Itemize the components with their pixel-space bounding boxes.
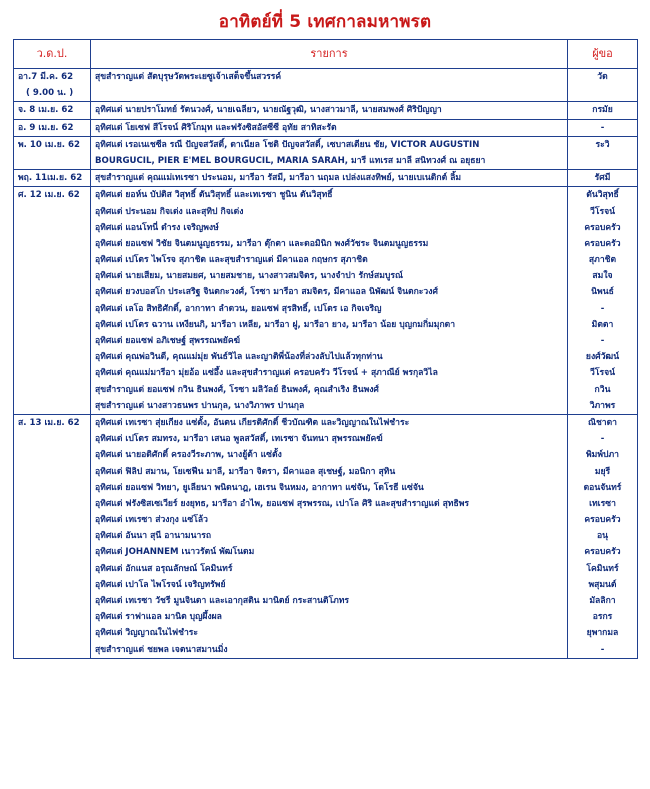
row-date (14, 136, 91, 169)
header-requester: ผู้ขอ (568, 40, 638, 69)
header-date: ว.ด.ป. (14, 40, 91, 69)
date-time-label: ( 9.00 น. ) (26, 88, 74, 99)
requester-name: กวิน (594, 384, 611, 395)
page-title: อาทิตย์ที่ 5 เทศกาลมหาพรต (218, 12, 432, 32)
requester-name: ครอบครัว (584, 222, 621, 233)
date-label: อ. 9 เม.ย. 62 (18, 122, 74, 133)
requester-name: ระวิ (595, 139, 610, 150)
date-label: พ. 10 เม.ย. 62 (18, 139, 80, 150)
header-items: รายการ (91, 40, 568, 69)
intention-item: อุทิศแด่ คุณพ่อวินดี, คุณแม่มุ่ย พันธ์วิไล และญาติพี่น้องที่ล่วงลับไปแล้วทุกท่าน (95, 352, 383, 363)
requester-name: - (600, 122, 605, 133)
requester-name: พิมพ์ปภา (586, 450, 619, 461)
intention-item: อุทิศแด่ ยอแซฟ วิชัย จินตมนูญธรรม, มารีอา ตุ๊กตา และดอมินิก พงศ์วัชระ จินตมนูญธรรม (95, 238, 429, 249)
intention-item: อุทิศแด่ ยอแซฟ วิทยา, ยูเลียนา พนิดนาฎ, เฮเรน จินหมง, อากาทา แซ่จัน, โดโรธี แซ่จัน (95, 482, 424, 493)
intention-item: สุขสำราญแด่ นางสาวธนพร ปานกุล, นางวิภาพร ปานกุล (95, 400, 305, 411)
intention-item: สุขสำราญแด่ คุณแม่เทเรซา ประนอม, มารีอา รัสมี, มารีอา นฤมล เปล่งแสงทิพย์, นายเบเนดิกต์ ลิ้ม (95, 173, 462, 184)
row-requesters (568, 102, 638, 119)
requester-name: - (600, 434, 605, 445)
intention-item: อุทิศแด่ นายปราโมทย์ รัตนวงศ์, นายเฉลียว, นายณัฐวุฒิ, นางสาวมาลี, นายสมพงศ์ ศิริปัญญา (95, 105, 442, 116)
intention-item: อุทิศแด่ ยอห์น บัปติส วิสุทธิ์ ตันวิสุทธิ์ และเทเรซา ชูนิน ตันวิสุทธิ์ (95, 190, 333, 201)
requester-name: สุภาชิต (588, 255, 617, 266)
date-label: จ. 8 เม.ย. 62 (18, 105, 74, 116)
requester-name: มัลลิกา (589, 596, 616, 606)
intention-item: อุทิศแด่ เทเรซา ส่วงกุง แซ่โล้ว (95, 515, 208, 526)
row-date (14, 187, 91, 415)
table-row (14, 414, 638, 658)
intention-item: BOURGUCIL, PIER E'MEL BOURGUCIL, MARIA SARAH, มารี แทเรส มาลี สนิทวงศ์ ณ อยุธยา (95, 155, 486, 166)
requester-name: วีโรจน์ (590, 206, 615, 217)
requester-name: มยุรี (594, 466, 611, 477)
intention-item: อุทิศแด่ เปาโล ไพโรจน์ เจริญทรัพย์ (95, 579, 226, 590)
row-items (91, 170, 568, 187)
intention-item: อุทิศแด่ เปโตร สมทรง, มารีอา เสนอ พูลสวัสดิ์, เทเรซา จันทนา สุพรรณพยัคฆ์ (95, 434, 383, 445)
requester-name: อรกร (592, 612, 613, 623)
requester-name: พสุมนต์ (588, 579, 617, 590)
requester-name: กรมัย (592, 105, 613, 116)
row-requesters (568, 187, 638, 415)
row-requesters (568, 119, 638, 136)
table-row (14, 69, 638, 102)
intention-item: สุขสำราญแด่ สัตบุรุษวัดพระเยซูเจ้าเสด็จขึ้นสวรรค์ (95, 72, 282, 82)
intention-item: อุทิศแด่ เทเรซา วัชรี มูนจินดา และเอากุสติน มานิตย์ กระสานติโภทร (95, 596, 350, 606)
intention-item: อุทิศแด่ ประนอม กิจเด่ง และสุทิป กิจเด่ง (95, 206, 244, 217)
requester-name: ยุพากมล (586, 628, 619, 639)
row-items (91, 119, 568, 136)
row-items (91, 136, 568, 169)
table-row (14, 170, 638, 187)
table-header-row (14, 40, 638, 69)
date-label: ศ. 12 เม.ย. 62 (18, 190, 80, 201)
intention-item: อุทิศแด่ นายเสียม, นายสมยศ, นายสมชาย, นางสาวสมจิตร, นางจำปา รักษ์สมบูรณ์ (95, 271, 403, 282)
requester-name: ครอบครัว (584, 238, 621, 249)
intention-item: อุทิศแด่ ยวงบอสโก ประเสริฐ จินตกะวงศ์, โรซา มารีอา สมจิตร, มีคาแอล นิพัฒน์ จินตกะวงศ์ (95, 287, 438, 298)
row-items (91, 69, 568, 102)
row-items (91, 414, 568, 658)
requester-name: สมใจ (592, 271, 613, 282)
intention-item: อุทิศแด่ เปโตร ไพโรจ สุภาชิต และสุขสำราญแด่ มีคาแอล กฤษกร สุภาชิต (95, 255, 368, 266)
row-requesters (568, 69, 638, 102)
intention-item: สุขสำราญแด่ ยอแซฟ กวิน ธินพงศ์, โรซา มลิวัลย์ ธินพงศ์, คุณสำเริง ธินพงศ์ (95, 384, 379, 395)
requester-name: - (600, 644, 605, 655)
requester-name: โคมินทร์ (586, 563, 619, 574)
row-items (91, 187, 568, 415)
intention-item: อุทิศแด่ อันนา สุนี อานามนารถ (95, 531, 212, 542)
requester-name: อนุ (596, 531, 609, 542)
date-label: ส. 13 เม.ย. 62 (18, 417, 80, 428)
row-date (14, 69, 91, 102)
intention-item: อุทิศแด่ เทเรซา สุ่ยเกียง แซ่ตั้ง, อันตน เกียรติศักดิ์ ชีวบัณฑิต และวิญญาณในไฟชำระ (95, 417, 410, 428)
requester-name: วัด (597, 72, 608, 82)
requester-name: - (600, 303, 605, 314)
schedule-table (13, 39, 638, 659)
requester-name: ณิชาดา (587, 417, 618, 428)
row-items (91, 102, 568, 119)
intention-item: อุทิศแด่ แอนโทนี่ ดำรง เจริญพงษ์ (95, 222, 219, 233)
requester-name: ยงศ์วัฒน์ (585, 352, 620, 363)
intention-item: อุทิศแด่ ฟรังซิสเซเวียร์ ยงยุทธ, มารีอา อำไพ, ยอแซฟ สุรพรรณ, เปาโล ศิริ และสุขสำราญแด่ สุทธิพร (95, 498, 470, 509)
row-date (14, 414, 91, 658)
intention-item: สุขสำราญแด่ ชยพล เจตนาสมานมิ่ง (95, 644, 228, 655)
intention-item: อุทิศแด่ ราฟาแอล มานิต บุญผึ้งผล (95, 612, 222, 623)
row-requesters (568, 414, 638, 658)
intention-item: อุทิศแด่ ยอแซฟ อภิเชษฐ์ สุพรรณพยัคฆ์ (95, 336, 240, 346)
table-row (14, 187, 638, 415)
row-requesters (568, 170, 638, 187)
intention-item: อุทิศแด่ JOHANNEM เนาวรัตน์ พัฒโนดม (95, 547, 255, 558)
intention-item: อุทิศแด่ เลโอ สิทธิศักดิ์, อากาทา ลำดวน, ยอแซฟ สุรสิทธิ์, เปโตร เอ กิจเจริญ (95, 303, 382, 314)
date-label: พฤ. 11เม.ย. 62 (18, 173, 83, 184)
requester-name: ตันวิสุทธิ์ (586, 190, 619, 201)
intention-item: อุทิศแด่ โยเซฟ สีโรจน์ ศิริโกมุท และฟรังซิสอัสซีซี อุทัย สาทิสะรัต (95, 122, 337, 133)
requester-name: - (600, 336, 605, 346)
row-date (14, 119, 91, 136)
table-row (14, 136, 638, 169)
requester-name: ครอบครัว (584, 515, 621, 526)
intention-item: อุทิศแด่ คุณแม่มารีอา มุ่ยอ้อ แซ่อึ้ง และสุขสำราญแด่ ครอบครัว วีโรจน์ + สุภาณีย์ พรกุลวิไล (95, 368, 438, 379)
intention-item: อุทิศแด่ ฟิลิป สมาน, โยเซฟีน มาลี, มารีอา จิตรา, มีคาแอล สุเชษฐ์, มอนิกา สุทิน (95, 466, 396, 477)
date-label: อา.7 มี.ค. 62 (18, 72, 74, 82)
requester-name: นิพนธ์ (591, 287, 614, 298)
requester-name: รัศมี (594, 173, 611, 184)
intention-item: อุทิศแด่ วิญญาณในไฟชำระ (95, 628, 199, 639)
intention-item: อุทิศแด่ เปโตร ฉวาน เหงียนกิ, มารีอา เหลีย, มารีอา ฝู, มารีอา ยาง, มารีอา น้อย บุญกมกิ่มมุกดา (95, 319, 456, 330)
row-date (14, 170, 91, 187)
requester-name: เทเรซา (589, 498, 616, 509)
row-requesters (568, 136, 638, 169)
intention-item: อุทิศแด่ นายอดิศักดิ์ ครองวีระภาพ, นางยู้ต้า แซ่ตั้ง (95, 450, 282, 461)
requester-name: วีโรจน์ (590, 368, 615, 379)
row-date (14, 102, 91, 119)
table-row (14, 102, 638, 119)
requester-name: มิตตา (591, 319, 614, 330)
intention-item: อุทิศแด่ เรอเนเชซีล รณี ปัญจสวัสดิ์, ดาเนียล โชติ ปัญจสวัสดิ์, เซบาสเตียน ชัย, VICTOR AUGUSTIN (95, 139, 480, 150)
table-row (14, 119, 638, 136)
intention-item: อุทิศแด่ อักแนส อรุณลักษณ์ โคมินทร์ (95, 563, 233, 574)
requester-name: วิภาพร (589, 400, 616, 411)
requester-name: ดอนจันทร์ (583, 482, 622, 493)
requester-name: ครอบครัว (584, 547, 621, 558)
